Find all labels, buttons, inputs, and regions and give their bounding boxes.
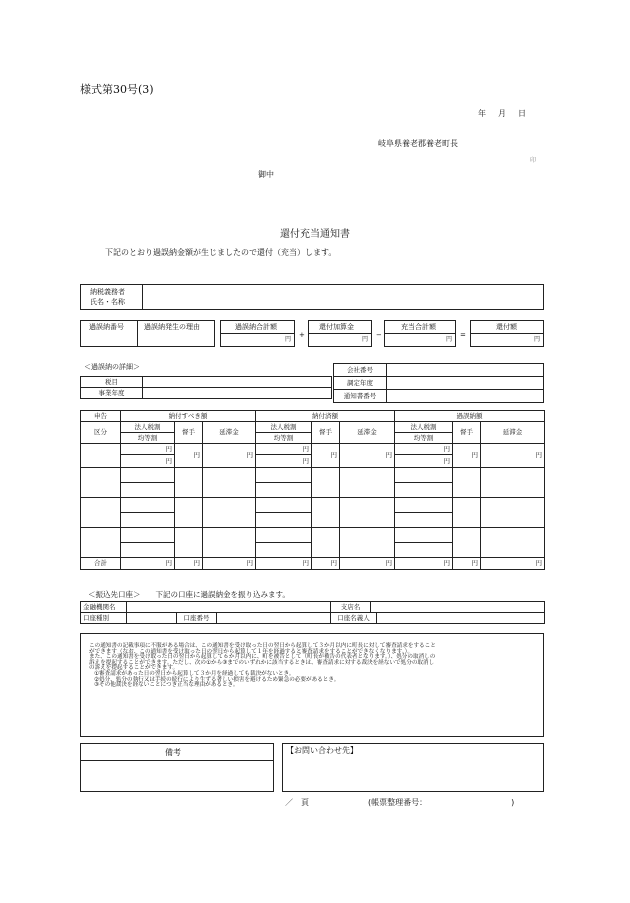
taxpayer-box bbox=[80, 284, 544, 310]
summary-no-box bbox=[80, 320, 138, 347]
total-yen: 円 bbox=[340, 558, 395, 570]
summary-addition-box bbox=[308, 320, 372, 347]
sub-equal-1: 均等割 bbox=[121, 433, 175, 444]
legal-notice bbox=[89, 644, 535, 689]
entry-cell bbox=[340, 528, 395, 558]
total-yen: 円 bbox=[453, 558, 481, 570]
entry-cell bbox=[395, 468, 453, 483]
entry-cell bbox=[340, 498, 395, 528]
addressee-suffix: 御中 bbox=[258, 170, 274, 179]
sub-demand-1: 督手 bbox=[175, 422, 203, 444]
taxpayer-label: 納税義務者 bbox=[90, 288, 125, 296]
sub-corp-2: 法人税割 bbox=[256, 422, 312, 433]
label-bank-name: 金融機関名 bbox=[81, 602, 127, 613]
summary-yen-1: 円 bbox=[284, 336, 291, 343]
total-yen: 円 bbox=[312, 558, 340, 570]
sub-late-3: 延滞金 bbox=[481, 422, 545, 444]
label-account-no: 口座番号 bbox=[177, 613, 217, 624]
sub-late-1: 延滞金 bbox=[203, 422, 256, 444]
bank-table bbox=[80, 601, 545, 624]
notice-line: ②処分、処分の執行又は手続の続行により生ずる著しい損害を避けるため緊急の必要があるとき。 bbox=[94, 676, 340, 683]
page-title: 還付充当通知書 bbox=[280, 229, 350, 240]
sub-equal-2: 均等割 bbox=[256, 433, 312, 444]
entry-cell bbox=[340, 468, 395, 498]
total-yen: 円 bbox=[256, 558, 312, 570]
details-tax-table bbox=[80, 376, 332, 399]
value-bank-name bbox=[127, 602, 331, 613]
value-account-holder bbox=[377, 613, 545, 624]
summary-overpay-box bbox=[220, 320, 295, 347]
summary-yen-2: 円 bbox=[361, 336, 368, 343]
value-notice-no bbox=[387, 390, 544, 403]
entry-cell bbox=[395, 498, 453, 513]
value-assess-year bbox=[387, 377, 544, 390]
entry-yen: 円 bbox=[203, 444, 256, 468]
entry-cell bbox=[121, 498, 175, 513]
entry-cell bbox=[395, 543, 453, 558]
value-account-no bbox=[217, 613, 331, 624]
entry-cell bbox=[175, 528, 203, 558]
sub-corp-3: 法人税割 bbox=[395, 422, 453, 433]
value-fiscal-year bbox=[143, 388, 332, 399]
entry-yen: 円 bbox=[175, 444, 203, 468]
notice-line: 訴えを提起することができます。ただし、次の①から③までのいずれかに該当するときは、審査請求に対する裁決を経ないで処分の取消し bbox=[89, 659, 435, 666]
page-indicator: ／ 頁 bbox=[285, 798, 309, 807]
summary-header-reason: 過誤納発生の理由 bbox=[144, 323, 200, 331]
summary-header-overpay: 過誤納合計額 bbox=[235, 323, 277, 331]
notice-line: また、この通知書を受け取った日の翌日から起算して６か月以内に、町を被告として（町長が被告の代表者となります。）、処分の取消しの bbox=[89, 654, 436, 661]
group-payable: 納付すべき額 bbox=[121, 411, 256, 422]
group-paid: 納付済額 bbox=[256, 411, 395, 422]
summary-yen-3: 円 bbox=[445, 336, 452, 343]
op-equals: = bbox=[460, 331, 466, 339]
label-account-holder: 口座名義人 bbox=[331, 613, 377, 624]
value-tax-item bbox=[143, 377, 332, 388]
entry-cell bbox=[121, 468, 175, 483]
form-number: 様式第30号(3) bbox=[80, 83, 154, 96]
total-yen: 円 bbox=[203, 558, 256, 570]
entry-yen: 円 bbox=[481, 444, 545, 468]
entry-yen: 円 bbox=[121, 455, 175, 468]
seal-mark: 印 bbox=[530, 157, 537, 164]
entry-yen: 円 bbox=[121, 444, 175, 455]
details-caption: ＜過誤納の詳細＞ bbox=[84, 363, 140, 371]
notice-line: この通知書の記載事項に不服がある場合は、この通知書を受け取った日の翌日から起算して３か月以内に町長に対して審査請求をすること bbox=[89, 643, 436, 649]
remarks-box bbox=[80, 743, 274, 792]
entry-decl-cell bbox=[81, 528, 121, 558]
entry-cell bbox=[175, 498, 203, 528]
entry-cell bbox=[256, 483, 312, 498]
entry-yen: 円 bbox=[395, 455, 453, 468]
op-plus: + bbox=[299, 331, 305, 339]
notice-line: ③その他裁決を経ないことにつき正当な理由があるとき。 bbox=[94, 682, 239, 689]
issuer-name: 岐阜県養老郡養老町長 bbox=[378, 139, 458, 148]
legal-notice-box bbox=[80, 633, 544, 737]
contact-label: 【お問い合わせ先】 bbox=[286, 746, 358, 755]
summary-yen-4: 円 bbox=[533, 336, 540, 343]
label-company-no: 会社番号 bbox=[334, 364, 387, 377]
group-overpaid: 過誤納額 bbox=[395, 411, 545, 422]
summary-header-number: 過誤納番号 bbox=[89, 323, 124, 331]
total-label: 合計 bbox=[81, 558, 121, 570]
entry-yen: 円 bbox=[256, 444, 312, 455]
entry-cell bbox=[121, 513, 175, 528]
total-yen: 円 bbox=[121, 558, 175, 570]
summary-header-refund: 還付額 bbox=[496, 323, 517, 331]
entry-yen: 円 bbox=[395, 444, 453, 455]
summary-header-offset: 充当合計額 bbox=[401, 323, 436, 331]
entry-cell bbox=[256, 513, 312, 528]
entry-cell bbox=[395, 513, 453, 528]
entry-cell bbox=[312, 468, 340, 498]
entry-yen: 円 bbox=[256, 455, 312, 468]
entry-cell bbox=[481, 498, 545, 528]
notice-line: ①審査請求があった日の翌日から起算して３か月を経過しても裁決がないとき。 bbox=[94, 670, 295, 677]
entry-yen: 円 bbox=[312, 444, 340, 468]
entry-cell bbox=[312, 528, 340, 558]
ledger-number: (帳票整理番号： ) bbox=[368, 798, 515, 807]
entry-cell bbox=[453, 468, 481, 498]
entry-cell bbox=[395, 483, 453, 498]
value-branch bbox=[371, 602, 545, 613]
details-amount-table bbox=[80, 410, 545, 570]
details-company-table bbox=[333, 363, 544, 403]
entry-cell bbox=[121, 543, 175, 558]
entry-decl-cell bbox=[81, 468, 121, 498]
total-yen: 円 bbox=[395, 558, 453, 570]
entry-cell bbox=[203, 528, 256, 558]
entry-cell bbox=[256, 468, 312, 483]
label-kubun: 区分 bbox=[81, 422, 121, 444]
label-tax-item: 税目 bbox=[81, 377, 143, 388]
summary-offset-box bbox=[384, 320, 456, 347]
entry-cell bbox=[312, 498, 340, 528]
entry-yen: 円 bbox=[453, 444, 481, 468]
entry-cell bbox=[203, 498, 256, 528]
notice-line: の訴えを提起することができます。 bbox=[89, 665, 179, 672]
label-fiscal-year: 事業年度 bbox=[81, 388, 143, 399]
entry-cell bbox=[256, 498, 312, 513]
summary-refund-box bbox=[470, 320, 544, 347]
contact-box bbox=[282, 743, 544, 792]
label-decl: 申告 bbox=[81, 411, 121, 422]
entry-cell bbox=[481, 468, 545, 498]
label-notice-no: 通知書番号 bbox=[334, 390, 387, 403]
value-account-type bbox=[127, 613, 177, 624]
entry-cell bbox=[481, 528, 545, 558]
entry-decl-cell bbox=[81, 444, 121, 468]
value-company-no bbox=[387, 364, 544, 377]
entry-decl-cell bbox=[81, 498, 121, 528]
summary-reason-box bbox=[137, 320, 215, 347]
date-label: 年 月 日 bbox=[478, 109, 528, 118]
sub-demand-2: 督手 bbox=[312, 422, 340, 444]
entry-cell bbox=[453, 498, 481, 528]
entry-cell bbox=[121, 483, 175, 498]
bank-caption: ＜振込先口座＞ 下記の口座に過誤納金を振り込みます。 bbox=[88, 590, 290, 599]
entry-cell bbox=[256, 543, 312, 558]
entry-cell bbox=[256, 528, 312, 543]
sub-demand-3: 督手 bbox=[453, 422, 481, 444]
entry-cell bbox=[203, 468, 256, 498]
taxpayer-name-label: 氏名・名称 bbox=[90, 298, 125, 306]
intro-text: 下記のとおり過誤納金額が生じましたので還付（充当）します。 bbox=[105, 248, 337, 257]
sub-late-2: 延滞金 bbox=[340, 422, 395, 444]
label-account-type: 口座種別 bbox=[81, 613, 127, 624]
notice-line: ができます（なお、この通知書を受け取った日の翌日から起算して１年を経過すると審査請求をすることができなくなります。）。 bbox=[89, 648, 413, 655]
entry-cell bbox=[175, 468, 203, 498]
entry-cell bbox=[395, 528, 453, 543]
remarks-label: 備考 bbox=[165, 748, 181, 757]
summary-header-addition: 還付加算金 bbox=[319, 323, 354, 331]
total-yen: 円 bbox=[481, 558, 545, 570]
sub-equal-3: 均等割 bbox=[395, 433, 453, 444]
total-yen: 円 bbox=[175, 558, 203, 570]
entry-yen: 円 bbox=[340, 444, 395, 468]
sub-corp-1: 法人税割 bbox=[121, 422, 175, 433]
label-assess-year: 調定年度 bbox=[334, 377, 387, 390]
entry-cell bbox=[121, 528, 175, 543]
entry-cell bbox=[453, 528, 481, 558]
op-minus: − bbox=[376, 331, 382, 339]
label-branch: 支店名 bbox=[331, 602, 371, 613]
